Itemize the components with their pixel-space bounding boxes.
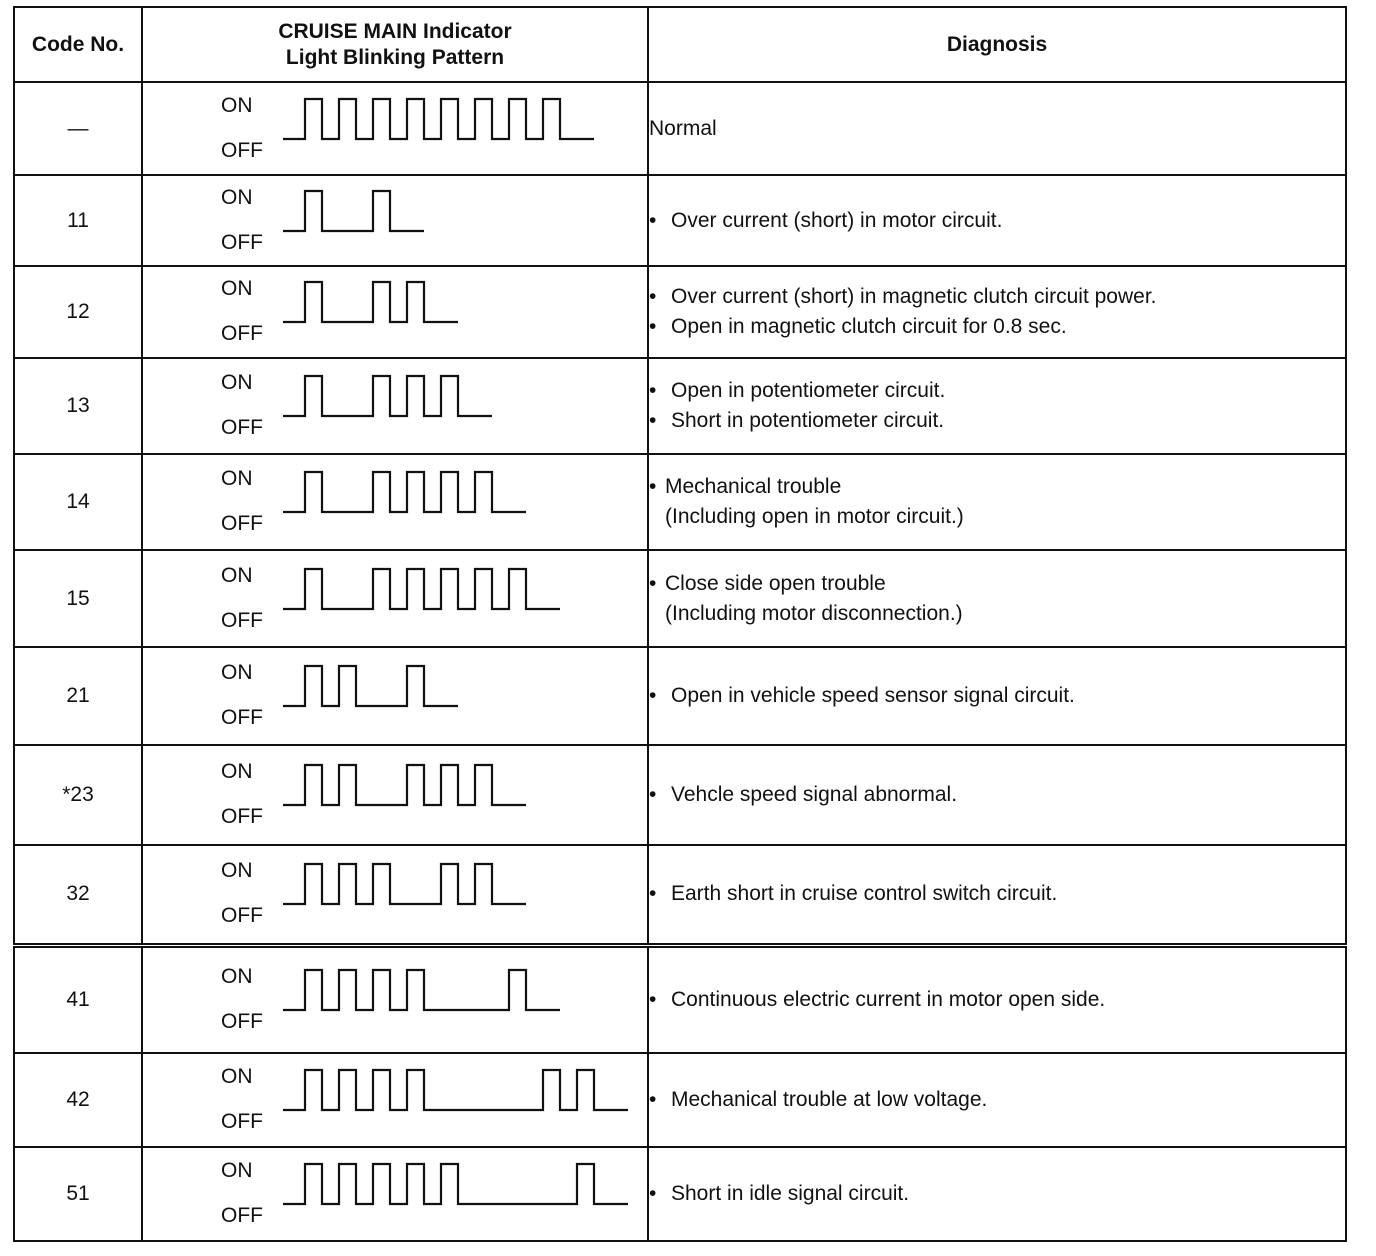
on-label: ON — [221, 760, 253, 783]
bullet-icon: • — [649, 783, 657, 806]
table-row — [14, 647, 1346, 745]
table-row — [14, 845, 1346, 945]
diagnosis-line — [649, 114, 1345, 144]
waveform-line — [283, 864, 526, 904]
blink-waveform — [283, 282, 462, 326]
waveform-line — [283, 666, 458, 706]
waveform-line — [283, 191, 424, 231]
blink-waveform — [283, 765, 530, 809]
blinking-pattern — [142, 845, 648, 945]
diagnosis-line — [649, 569, 1345, 599]
diagnosis-line — [649, 282, 1345, 312]
header-pattern-line2: Light Blinking Pattern — [285, 45, 505, 69]
blinking-pattern — [142, 647, 648, 745]
diagnosis-line — [649, 1085, 1345, 1115]
diagnosis-text: Vehcle speed signal abnormal. — [671, 783, 958, 806]
diagnosis-text: Open in magnetic clutch circuit for 0.8 sec. — [671, 315, 1067, 338]
off-label: OFF — [221, 608, 263, 632]
code-number: 13 — [14, 358, 142, 454]
blinking-pattern — [142, 82, 648, 175]
waveform-line — [283, 569, 560, 609]
bullet-icon: • — [649, 571, 657, 595]
bullet-icon: • — [649, 1182, 657, 1205]
diagnosis-text: (Including open in motor circuit.) — [665, 505, 964, 528]
bullet-icon: • — [649, 684, 657, 707]
diagnosis — [648, 82, 1346, 175]
diagnosis-text: Open in vehicle speed sensor signal circuit. — [671, 684, 1075, 707]
waveform-line — [283, 472, 526, 512]
diagnosis — [648, 550, 1346, 647]
blink-waveform — [283, 99, 598, 143]
diagnosis-line — [649, 206, 1345, 236]
off-label: OFF — [221, 1204, 263, 1227]
code-number: 14 — [14, 454, 142, 550]
blink-waveform — [283, 472, 530, 516]
diagnosis-text: Open in potentiometer circuit. — [671, 379, 946, 402]
code-number: 11 — [14, 175, 142, 266]
diagnosis — [648, 945, 1346, 1053]
off-label: OFF — [221, 904, 263, 928]
table-row — [14, 454, 1346, 550]
header-row — [14, 7, 1346, 82]
diagnostic-code-table — [13, 6, 1345, 1242]
diagnosis-text: Close side open trouble — [665, 571, 886, 595]
header-diagnosis: Diagnosis — [648, 7, 1346, 82]
blinking-pattern — [142, 358, 648, 454]
header-code-no: Code No. — [14, 7, 142, 82]
table-row — [14, 82, 1346, 175]
code-number: *23 — [14, 745, 142, 845]
diagnosis-line — [649, 1179, 1345, 1209]
on-label: ON — [221, 661, 253, 684]
bullet-icon: • — [649, 882, 657, 906]
blinking-pattern — [142, 1147, 648, 1241]
bullet-icon: • — [649, 285, 657, 308]
bullet-icon: • — [649, 315, 657, 338]
code-number: 51 — [14, 1147, 142, 1241]
table-row — [14, 358, 1346, 454]
on-label: ON — [221, 964, 253, 988]
bullet-icon: • — [649, 409, 657, 432]
bullet-icon: • — [649, 379, 657, 402]
diagnosis — [648, 175, 1346, 266]
diagnosis-text: Mechanical trouble — [665, 475, 842, 498]
on-label: ON — [221, 563, 253, 587]
table-row — [14, 945, 1346, 1053]
blinking-pattern — [142, 454, 648, 550]
diagnosis — [648, 647, 1346, 745]
diagnosis-text: Mechanical trouble at low voltage. — [671, 1088, 988, 1111]
blink-waveform — [283, 1164, 632, 1208]
diagnosis-line — [649, 502, 1345, 532]
waveform-line — [283, 376, 492, 416]
diagnosis-line — [649, 681, 1345, 711]
code-number: 15 — [14, 550, 142, 647]
diagnosis-text: Short in idle signal circuit. — [671, 1182, 910, 1205]
table-row — [14, 1053, 1346, 1147]
blinking-pattern — [142, 745, 648, 845]
blinking-pattern — [142, 945, 648, 1053]
blinking-pattern — [142, 1053, 648, 1147]
diagnosis-text: Over current (short) in magnetic clutch circuit power. — [671, 285, 1157, 308]
bullet-icon: • — [649, 1088, 657, 1111]
on-label: ON — [221, 277, 253, 300]
code-number: 32 — [14, 845, 142, 945]
waveform-line — [283, 1070, 628, 1110]
off-label: OFF — [221, 138, 263, 162]
diagnosis — [648, 358, 1346, 454]
waveform-line — [283, 970, 560, 1010]
table-row — [14, 550, 1346, 647]
bullet-icon: • — [649, 987, 657, 1011]
on-label: ON — [221, 859, 253, 883]
bullet-icon: • — [649, 208, 657, 232]
on-label: ON — [221, 93, 253, 117]
on-label: ON — [221, 371, 253, 394]
waveform-line — [283, 1164, 628, 1204]
diagnosis-text: Normal — [649, 116, 717, 140]
diagnosis — [648, 1053, 1346, 1147]
code-number: — — [14, 82, 142, 175]
diagnosis — [648, 266, 1346, 358]
blink-waveform — [283, 970, 564, 1014]
off-label: OFF — [221, 706, 263, 729]
blinking-pattern — [142, 266, 648, 358]
blink-waveform — [283, 666, 462, 710]
diagnosis-line — [649, 312, 1345, 342]
diagnosis — [648, 745, 1346, 845]
diagnosis-line — [649, 985, 1345, 1015]
diagnosis-line — [649, 599, 1345, 629]
diagnosis-text: Over current (short) in motor circuit. — [671, 208, 1003, 232]
waveform-line — [283, 99, 594, 139]
on-label: ON — [221, 1065, 253, 1088]
blink-waveform — [283, 1070, 632, 1114]
code-number: 41 — [14, 945, 142, 1053]
diagnosis — [648, 1147, 1346, 1241]
table-row — [14, 745, 1346, 845]
diagnosis-line — [649, 879, 1345, 909]
waveform-line — [283, 765, 526, 805]
diagnosis-text: Continuous electric current in motor open side. — [671, 987, 1106, 1011]
blink-waveform — [283, 864, 530, 908]
code-number: 21 — [14, 647, 142, 745]
table-row — [14, 1147, 1346, 1241]
table-body — [14, 82, 1346, 1241]
code-table — [13, 6, 1347, 1242]
header-pattern-line1: CRUISE MAIN Indicator — [278, 19, 512, 43]
blinking-pattern — [142, 175, 648, 266]
diagnosis-text: (Including motor disconnection.) — [665, 601, 963, 625]
diagnosis — [648, 454, 1346, 550]
on-label: ON — [221, 467, 253, 490]
off-label: OFF — [221, 416, 263, 439]
blink-waveform — [283, 376, 496, 420]
bullet-icon: • — [649, 475, 657, 498]
diagnosis-line — [649, 406, 1345, 436]
on-label: ON — [221, 1159, 253, 1182]
code-number: 42 — [14, 1053, 142, 1147]
off-label: OFF — [221, 230, 263, 254]
diagnosis-text: Short in potentiometer circuit. — [671, 409, 945, 432]
off-label: OFF — [221, 1009, 263, 1033]
diagnosis-line — [649, 472, 1345, 502]
table-row — [14, 175, 1346, 266]
on-label: ON — [221, 185, 253, 209]
off-label: OFF — [221, 805, 263, 828]
blink-waveform — [283, 191, 428, 235]
blink-waveform — [283, 569, 564, 613]
diagnosis-line — [649, 376, 1345, 406]
table-row — [14, 266, 1346, 358]
header-blinking-pattern — [142, 7, 648, 82]
code-number: 12 — [14, 266, 142, 358]
off-label: OFF — [221, 322, 263, 345]
diagnosis — [648, 845, 1346, 945]
off-label: OFF — [221, 1110, 263, 1133]
diagnosis-text: Earth short in cruise control switch circuit. — [671, 882, 1058, 906]
off-label: OFF — [221, 512, 263, 535]
blinking-pattern — [142, 550, 648, 647]
diagnosis-line — [649, 780, 1345, 810]
waveform-line — [283, 282, 458, 322]
